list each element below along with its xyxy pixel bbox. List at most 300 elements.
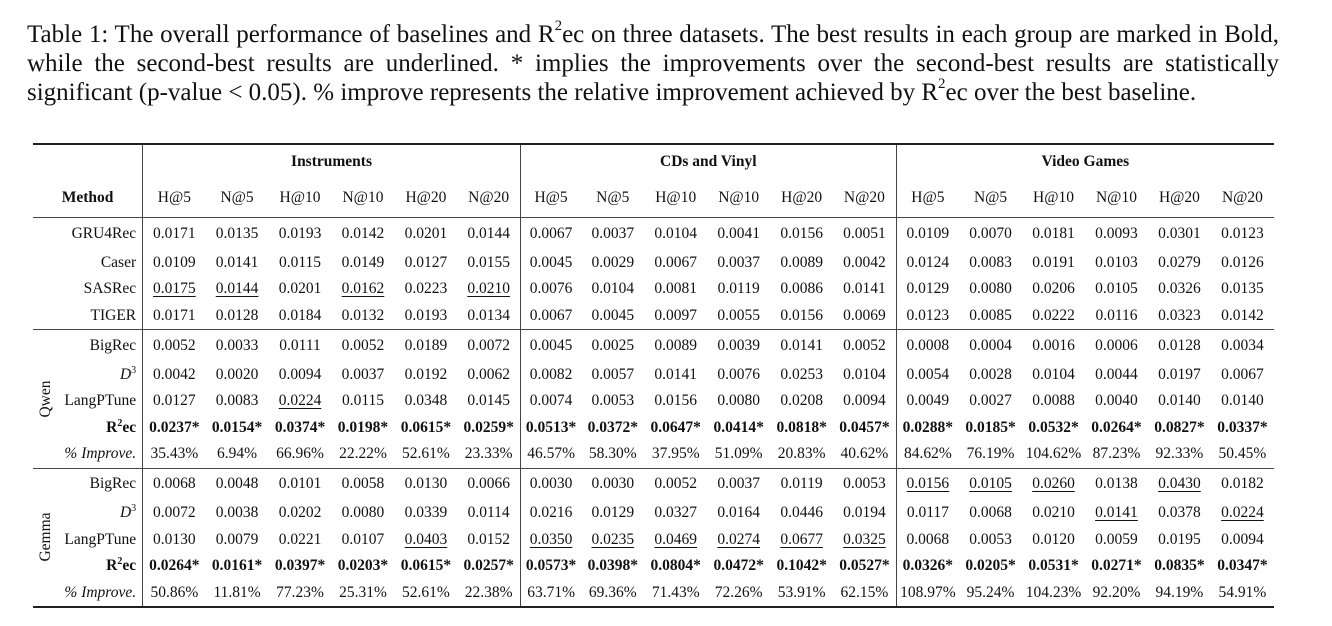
table-row	[33, 527, 1274, 554]
value-cell: 0.0109	[143, 250, 206, 277]
value-cell: 0.0094	[1221, 530, 1264, 548]
value-cell: 0.0457*	[839, 418, 890, 436]
value-cell: 40.62%	[833, 441, 896, 468]
value-cell: 0.0119	[717, 280, 760, 298]
value-cell: 0.0573*	[520, 553, 581, 580]
table-row	[33, 303, 1274, 330]
table-row	[33, 362, 1274, 389]
value-cell: 0.0086	[780, 280, 823, 298]
value-cell: 0.0082	[520, 362, 581, 389]
method-name: LangPTune	[64, 392, 137, 410]
value-cell: 0.0210	[1032, 504, 1075, 522]
metric-header: N@20	[833, 179, 896, 218]
value-cell: 0.0020	[215, 365, 259, 383]
value-cell: 0.0027	[969, 392, 1012, 410]
value-cell: 0.1042*	[776, 557, 827, 575]
value-cell: 0.0085	[959, 303, 1022, 330]
value-cell: 0.0140	[1158, 392, 1201, 410]
value-cell: 0.0068	[896, 527, 959, 554]
value-cell: 0.0037	[591, 224, 635, 242]
value-cell: 0.0398*	[587, 557, 638, 575]
value-cell: 0.0347*	[1217, 557, 1268, 575]
value-cell: 0.0040	[1095, 392, 1138, 410]
value-cell: 0.0288*	[896, 415, 959, 442]
value-cell: 0.0044	[1095, 365, 1138, 383]
value-cell: 23.33%	[457, 441, 520, 468]
value-cell: 0.0414*	[713, 418, 764, 436]
value-cell: 0.0115	[341, 392, 384, 410]
value-cell: 0.0135	[215, 224, 259, 242]
table-row	[33, 553, 1274, 580]
value-cell: 0.0067	[1221, 365, 1264, 383]
value-cell: 0.0260	[1032, 475, 1075, 493]
value-cell: 0.0615*	[400, 557, 452, 575]
value-cell: 0.0080	[341, 504, 385, 522]
value-cell: 50.45%	[1211, 441, 1274, 468]
table-row	[33, 441, 1274, 468]
value-cell: 0.0006	[1095, 336, 1138, 354]
value-cell: 0.0129	[591, 504, 635, 522]
value-cell: 0.0052	[341, 336, 385, 354]
table-caption: Table 1: The overall performance of baselines and $R^2ec$ on three datasets. The best results in each group are marked in Bold, while the second-best results are underlined. * implies the improvements over the second-best results are statistically significant (p-value < 0.05). % improve represents the relative improvement achieved by $R^2ec$ over the best baseline.	[27, 17, 1279, 106]
value-cell: 62.15%	[833, 580, 896, 608]
value-cell: 0.0052	[843, 336, 886, 354]
value-cell: 0.0446	[780, 504, 823, 522]
value-cell: 0.0326	[1158, 280, 1201, 298]
value-cell: 58.30%	[581, 441, 644, 468]
value-cell: 0.0191	[1032, 253, 1075, 271]
value-cell: 0.0264*	[1091, 418, 1142, 436]
header-blank	[33, 144, 143, 179]
value-cell: 22.38%	[457, 580, 520, 608]
value-cell: 87.23%	[1085, 441, 1148, 468]
value-cell: 0.0141	[1095, 504, 1138, 522]
value-cell: 0.0126	[1221, 253, 1264, 271]
value-cell: 0.0271*	[1091, 557, 1142, 575]
value-cell: 69.36%	[581, 580, 644, 608]
value-cell: 0.0135	[1221, 280, 1264, 298]
value-cell: 0.0029	[591, 253, 635, 271]
table-row	[33, 276, 1274, 303]
metric-header: H@20	[394, 179, 457, 218]
value-cell: 0.0111	[279, 336, 321, 354]
value-cell: 0.0156	[780, 224, 823, 242]
value-cell: 0.0028	[969, 365, 1012, 383]
table-row	[33, 388, 1274, 415]
value-cell: 0.0052	[654, 475, 698, 493]
value-cell: 50.86%	[143, 580, 206, 608]
value-cell: 0.0037	[717, 475, 760, 493]
value-cell: 71.43%	[644, 580, 707, 608]
value-cell: 0.0052	[143, 330, 206, 362]
value-cell: 0.0144	[467, 224, 510, 242]
value-cell: 0.0039	[717, 336, 760, 354]
value-cell: 0.0048	[215, 475, 259, 493]
value-cell: 0.0117	[896, 500, 959, 527]
value-cell: 0.0070	[969, 224, 1012, 242]
value-cell: 0.0197	[1158, 365, 1201, 383]
value-cell: 0.0072	[467, 336, 510, 354]
value-cell: 0.0093	[1095, 224, 1138, 242]
value-cell: 0.0221	[278, 530, 322, 548]
value-cell: 0.0337*	[1217, 418, 1268, 436]
method-name: BigRec	[89, 475, 137, 493]
value-cell: 0.0059	[1095, 530, 1138, 548]
value-cell: 0.0301	[1158, 224, 1201, 242]
value-cell: 0.0206	[1032, 280, 1075, 298]
value-cell: 0.0123	[896, 303, 959, 330]
value-cell: 51.09%	[707, 441, 770, 468]
value-cell: 25.31%	[332, 580, 395, 608]
value-cell: 0.0224	[1221, 504, 1264, 522]
value-cell: 0.0152	[467, 530, 510, 548]
value-cell: 0.0053	[969, 530, 1012, 548]
value-cell: 0.0274	[717, 530, 760, 548]
value-cell: 0.0127	[404, 253, 448, 271]
value-cell: 0.0171	[143, 218, 206, 250]
value-cell: 0.0472*	[713, 557, 764, 575]
value-cell: 0.0198*	[337, 418, 389, 436]
value-cell: 0.0030	[591, 475, 635, 493]
metric-header: N@5	[581, 179, 644, 218]
value-cell: 0.0223	[404, 280, 448, 298]
value-cell: 0.0115	[278, 253, 322, 271]
method-name: % Improve.	[59, 441, 142, 468]
method-name: % Improve.	[59, 580, 142, 608]
value-cell: 0.0350	[520, 527, 581, 554]
value-cell: 76.19%	[959, 441, 1022, 468]
value-cell: 0.0068	[969, 504, 1012, 522]
value-cell: 0.0079	[215, 530, 259, 548]
value-cell: 0.0469	[654, 530, 698, 548]
value-cell: 0.0080	[717, 392, 760, 410]
table-row	[33, 500, 1274, 527]
method-name: Caser	[100, 253, 137, 271]
value-cell: 77.23%	[269, 580, 332, 608]
metric-header: H@10	[269, 179, 332, 218]
value-cell: 95.24%	[959, 580, 1022, 608]
value-cell: 0.0181	[1032, 224, 1075, 242]
metric-header: N@10	[707, 179, 770, 218]
value-cell: 0.0129	[896, 276, 959, 303]
value-cell: 72.26%	[707, 580, 770, 608]
value-cell: 0.0527*	[839, 557, 890, 575]
value-cell: 0.0042	[843, 253, 886, 271]
method-name: $R^2ec$	[106, 417, 137, 436]
value-cell: 52.61%	[394, 441, 457, 468]
value-cell: 0.0068	[143, 468, 206, 500]
value-cell: 0.0827*	[1154, 418, 1205, 436]
value-cell: 0.0067	[520, 218, 581, 250]
value-cell: 0.0089	[780, 253, 823, 271]
method-name: $D^3$	[119, 364, 137, 383]
value-cell: 0.0210	[467, 280, 510, 298]
value-cell: 0.0339	[404, 504, 448, 522]
value-cell: 0.0128	[206, 303, 269, 330]
value-cell: 0.0327	[654, 504, 698, 522]
table-row	[33, 250, 1274, 277]
value-cell: 6.94%	[206, 441, 269, 468]
value-cell: 0.0109	[896, 218, 959, 250]
value-cell: 0.0182	[1221, 475, 1264, 493]
value-cell: 0.0156	[896, 468, 959, 500]
value-cell: 0.0257*	[463, 557, 514, 575]
value-cell: 0.0033	[215, 336, 259, 354]
value-cell: 0.0128	[1158, 336, 1201, 354]
value-cell: 0.0192	[404, 365, 448, 383]
value-cell: 0.0171	[143, 303, 206, 330]
value-cell: 0.0104	[654, 224, 698, 242]
value-cell: 0.0184	[269, 303, 332, 330]
side-label-cell	[33, 330, 59, 469]
value-cell: 0.0042	[143, 362, 206, 389]
value-cell: 0.0818*	[776, 418, 827, 436]
value-cell: 0.0253	[780, 365, 823, 383]
value-cell: 0.0193	[394, 303, 457, 330]
value-cell: 0.0216	[520, 500, 581, 527]
value-cell: 0.0037	[341, 365, 385, 383]
metric-header: H@10	[1022, 179, 1085, 218]
value-cell: 20.83%	[770, 441, 833, 468]
metric-header: N@10	[1085, 179, 1148, 218]
value-cell: 0.0004	[969, 336, 1012, 354]
value-cell: 0.0030	[520, 468, 581, 500]
value-cell: 66.96%	[269, 441, 332, 468]
table-row	[33, 580, 1274, 608]
value-cell: 0.0066	[467, 475, 510, 493]
value-cell: 0.0124	[896, 250, 959, 277]
value-cell: 0.0038	[215, 504, 259, 522]
value-cell: 0.0119	[780, 475, 823, 493]
method-name: GRU4Rec	[71, 224, 137, 242]
value-cell: 0.0194	[843, 504, 886, 522]
value-cell: 0.0120	[1032, 530, 1075, 548]
value-cell: 0.0531*	[1028, 557, 1079, 575]
value-cell: 0.0037	[717, 253, 760, 271]
value-cell: 0.0054	[896, 362, 959, 389]
metric-header: H@5	[143, 179, 206, 218]
value-cell: 0.0222	[1022, 303, 1085, 330]
value-cell: 0.0202	[278, 504, 322, 522]
value-cell: 0.0142	[1211, 303, 1274, 330]
value-cell: 0.0532*	[1028, 418, 1079, 436]
value-cell: 0.0141	[215, 253, 259, 271]
value-cell: 0.0132	[332, 303, 395, 330]
value-cell: 0.0141	[843, 280, 886, 298]
value-cell: 0.0155	[467, 253, 510, 271]
value-cell: 0.0224	[278, 392, 322, 410]
value-cell: 94.19%	[1148, 580, 1211, 608]
metric-header: N@5	[959, 179, 1022, 218]
value-cell: 0.0154*	[211, 418, 263, 436]
value-cell: 63.71%	[520, 580, 581, 608]
value-cell: 53.91%	[770, 580, 833, 608]
value-cell: 37.95%	[644, 441, 707, 468]
metric-header: H@10	[644, 179, 707, 218]
value-cell: 0.0189	[404, 336, 448, 354]
value-cell: 0.0045	[520, 330, 581, 362]
value-cell: 0.0057	[591, 365, 635, 383]
value-cell: 0.0008	[896, 330, 959, 362]
value-cell: 0.0081	[654, 280, 698, 298]
value-cell: 0.0374*	[274, 418, 326, 436]
group-header-row	[33, 144, 1274, 179]
value-cell: 0.0513*	[520, 415, 581, 442]
value-cell: 0.0123	[1221, 224, 1264, 242]
method-name: BigRec	[89, 336, 137, 354]
value-cell: 0.0067	[520, 303, 581, 330]
value-cell: 0.0074	[520, 388, 581, 415]
value-cell: 0.0205*	[965, 557, 1016, 575]
value-cell: 0.0034	[1221, 336, 1264, 354]
group-title: Instruments	[143, 144, 521, 179]
value-cell: 0.0141	[654, 365, 698, 383]
metric-header-row	[33, 179, 1274, 218]
value-cell: 0.0237*	[143, 415, 206, 442]
value-cell: 0.0201	[404, 224, 448, 242]
value-cell: 0.0647*	[650, 418, 701, 436]
value-cell: 0.0045	[520, 250, 581, 277]
value-cell: 0.0083	[969, 253, 1012, 271]
value-cell: 0.0101	[278, 475, 322, 493]
value-cell: 0.0835*	[1154, 557, 1205, 575]
value-cell: 0.0049	[896, 388, 959, 415]
table-row	[33, 415, 1274, 442]
model-group-label: Gemma	[37, 512, 55, 562]
value-cell: 0.0067	[654, 253, 698, 271]
table-row	[33, 218, 1274, 250]
value-cell: 0.0140	[1221, 392, 1264, 410]
method-name: LangPTune	[64, 530, 137, 548]
metric-header: N@20	[457, 179, 520, 218]
side-label-cell	[33, 468, 59, 607]
value-cell: 0.0149	[341, 253, 385, 271]
method-header: Method	[33, 179, 143, 218]
value-cell: 0.0051	[843, 224, 886, 242]
metric-header: H@20	[1148, 179, 1211, 218]
value-cell: 0.0045	[581, 303, 644, 330]
value-cell: 0.0116	[1085, 303, 1148, 330]
value-cell: 0.0141	[780, 336, 823, 354]
method-name: SASRec	[83, 280, 137, 298]
metric-header: N@5	[206, 179, 269, 218]
value-cell: 46.57%	[520, 441, 581, 468]
value-cell: 0.0114	[467, 504, 510, 522]
value-cell: 0.0088	[1032, 392, 1075, 410]
value-cell: 0.0195	[1158, 530, 1201, 548]
value-cell: 0.0103	[1095, 253, 1138, 271]
value-cell: 0.0325	[843, 530, 886, 548]
value-cell: 35.43%	[143, 441, 206, 468]
value-cell: 92.33%	[1148, 441, 1211, 468]
value-cell: 0.0326*	[896, 553, 959, 580]
value-cell: 0.0130	[404, 475, 448, 493]
value-cell: 54.91%	[1211, 580, 1274, 608]
value-cell: 0.0072	[143, 500, 206, 527]
value-cell: 52.61%	[394, 580, 457, 608]
metric-header: H@5	[896, 179, 959, 218]
value-cell: 0.0144	[215, 280, 259, 298]
value-cell: 0.0403	[404, 530, 448, 548]
value-cell: 0.0089	[654, 336, 698, 354]
value-cell: 0.0105	[969, 475, 1012, 493]
value-cell: 0.0164	[717, 504, 760, 522]
value-cell: 11.81%	[206, 580, 269, 608]
value-cell: 22.22%	[332, 441, 395, 468]
value-cell: 0.0025	[591, 336, 635, 354]
value-cell: 0.0348	[404, 392, 448, 410]
value-cell: 0.0397*	[274, 557, 326, 575]
value-cell: 0.0156	[654, 392, 698, 410]
value-cell: 0.0161*	[211, 557, 263, 575]
value-cell: 0.0076	[520, 276, 581, 303]
side-label-cell	[33, 218, 59, 330]
metric-header: H@20	[770, 179, 833, 218]
value-cell: 0.0016	[1032, 336, 1075, 354]
value-cell: 0.0208	[780, 392, 823, 410]
method-name: $D^3$	[119, 503, 137, 522]
value-cell: 0.0041	[717, 224, 760, 242]
value-cell: 0.0185*	[965, 418, 1016, 436]
value-cell: 92.20%	[1085, 580, 1148, 608]
value-cell: 104.23%	[1022, 580, 1085, 608]
value-cell: 0.0130	[143, 527, 206, 554]
value-cell: 0.0058	[341, 475, 385, 493]
value-cell: 0.0259*	[463, 418, 514, 436]
value-cell: 0.0080	[969, 280, 1012, 298]
value-cell: 0.0055	[707, 303, 770, 330]
value-cell: 0.0127	[143, 388, 206, 415]
results-table	[33, 143, 1274, 608]
value-cell: 0.0193	[278, 224, 322, 242]
value-cell: 104.62%	[1022, 441, 1085, 468]
value-cell: 0.0279	[1158, 253, 1201, 271]
value-cell: 0.0105	[1095, 280, 1138, 298]
method-name: $R^2ec$	[106, 556, 137, 575]
value-cell: 0.0134	[457, 303, 520, 330]
value-cell: 0.0094	[278, 365, 322, 383]
metric-header: N@10	[332, 179, 395, 218]
value-cell: 0.0323	[1148, 303, 1211, 330]
group-title: CDs and Vinyl	[520, 144, 896, 179]
method-name: TIGER	[59, 303, 142, 330]
value-cell: 0.0372*	[587, 418, 638, 436]
value-cell: 0.0097	[644, 303, 707, 330]
value-cell: 0.0615*	[400, 418, 452, 436]
value-cell: 0.0430	[1158, 475, 1201, 493]
value-cell: 108.97%	[896, 580, 959, 608]
value-cell: 0.0235	[591, 530, 635, 548]
value-cell: 0.0677	[780, 530, 823, 548]
value-cell: 0.0104	[843, 365, 886, 383]
metric-header: H@5	[520, 179, 581, 218]
value-cell: 0.0083	[215, 392, 259, 410]
value-cell: 84.62%	[896, 441, 959, 468]
value-cell: 0.0053	[843, 475, 886, 493]
value-cell: 0.0264*	[143, 553, 206, 580]
value-cell: 0.0804*	[650, 557, 701, 575]
value-cell: 0.0203*	[337, 557, 389, 575]
metric-header: N@20	[1211, 179, 1274, 218]
table-row	[33, 330, 1274, 362]
group-title: Video Games	[896, 144, 1274, 179]
value-cell: 0.0138	[1095, 475, 1138, 493]
value-cell: 0.0378	[1158, 504, 1201, 522]
value-cell: 0.0107	[341, 530, 385, 548]
value-cell: 0.0175	[143, 276, 206, 303]
value-cell: 0.0162	[341, 280, 385, 298]
value-cell: 0.0069	[833, 303, 896, 330]
